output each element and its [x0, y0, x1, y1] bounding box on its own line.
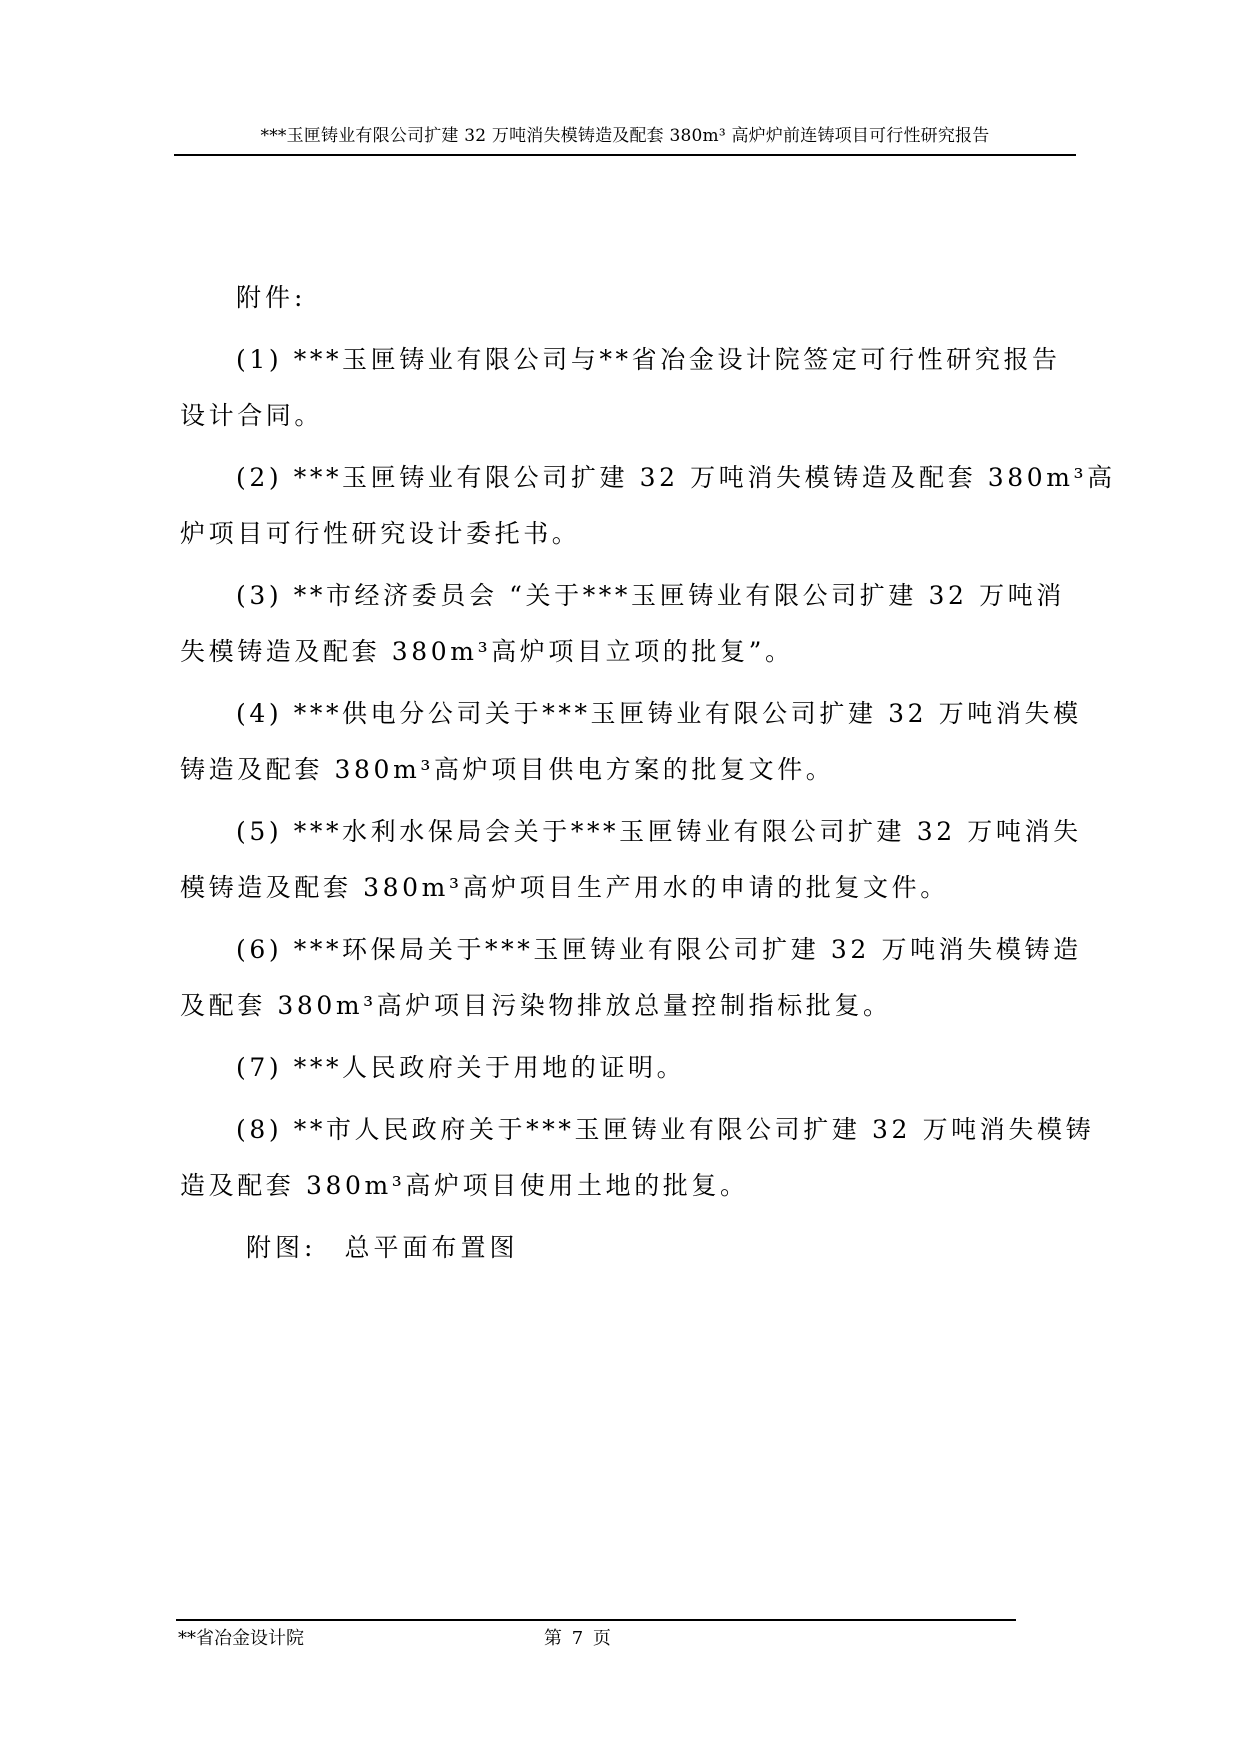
attachments-label: 附件:	[236, 283, 307, 312]
attachment-line: (1) ***玉匣铸业有限公司与**省冶金设计院签定可行性研究报告	[236, 345, 1061, 374]
attachment-line: 失模铸造及配套 380m³高炉项目立项的批复”。	[180, 637, 794, 666]
attachment-line: 铸造及配套 380m³高炉项目供电方案的批复文件。	[180, 755, 835, 784]
footer-organization: **省冶金设计院	[178, 1628, 304, 1649]
attachment-line: 设计合同。	[180, 401, 324, 430]
attachment-line: 模铸造及配套 380m³高炉项目生产用水的申请的批复文件。	[180, 873, 949, 902]
attachment-item-6	[180, 922, 1082, 1034]
figures-label: 附图:	[246, 1233, 317, 1262]
attachment-item-3	[180, 568, 1073, 680]
attachment-item-1	[180, 332, 1073, 444]
attachment-item-2	[180, 450, 1116, 562]
running-header: ***玉匣铸业有限公司扩建 32 万吨消失模铸造及配套 380m³ 高炉炉前连铸项目可行性研究报告	[260, 126, 990, 146]
attachment-line: (7) ***人民政府关于用地的证明。	[236, 1053, 686, 1082]
attachment-item-7	[180, 1040, 1073, 1096]
attachment-item-5	[180, 804, 1082, 916]
attachment-line: 造及配套 380m³高炉项目使用土地的批复。	[180, 1171, 749, 1200]
attachment-line: (8) **市人民政府关于***玉匣铸业有限公司扩建 32 万吨消失模铸	[236, 1115, 1095, 1144]
attachment-line: (4) ***供电分公司关于***玉匣铸业有限公司扩建 32 万吨消失模	[236, 699, 1082, 728]
page-number: 第 7 页	[544, 1628, 611, 1649]
document-body	[180, 270, 1116, 1276]
footer-divider	[176, 1619, 1016, 1621]
figures-value: 总平面布置图	[344, 1233, 519, 1262]
attachment-line: (3) **市经济委员会 “关于***玉匣铸业有限公司扩建 32 万吨消	[236, 581, 1065, 610]
attachment-line: (2) ***玉匣铸业有限公司扩建 32 万吨消失模铸造及配套 380m³高	[236, 463, 1116, 492]
attachment-line: 炉项目可行性研究设计委托书。	[180, 519, 581, 548]
attachment-item-4	[180, 686, 1082, 798]
attachment-line: (6) ***环保局关于***玉匣铸业有限公司扩建 32 万吨消失模铸造	[236, 935, 1082, 964]
attachment-item-8	[180, 1102, 1095, 1214]
header-divider	[174, 154, 1076, 156]
figures-line	[180, 1220, 1073, 1276]
attachment-line: 及配套 380m³高炉项目污染物排放总量控制指标批复。	[180, 991, 892, 1020]
attachment-line: (5) ***水利水保局会关于***玉匣铸业有限公司扩建 32 万吨消失	[236, 817, 1082, 846]
